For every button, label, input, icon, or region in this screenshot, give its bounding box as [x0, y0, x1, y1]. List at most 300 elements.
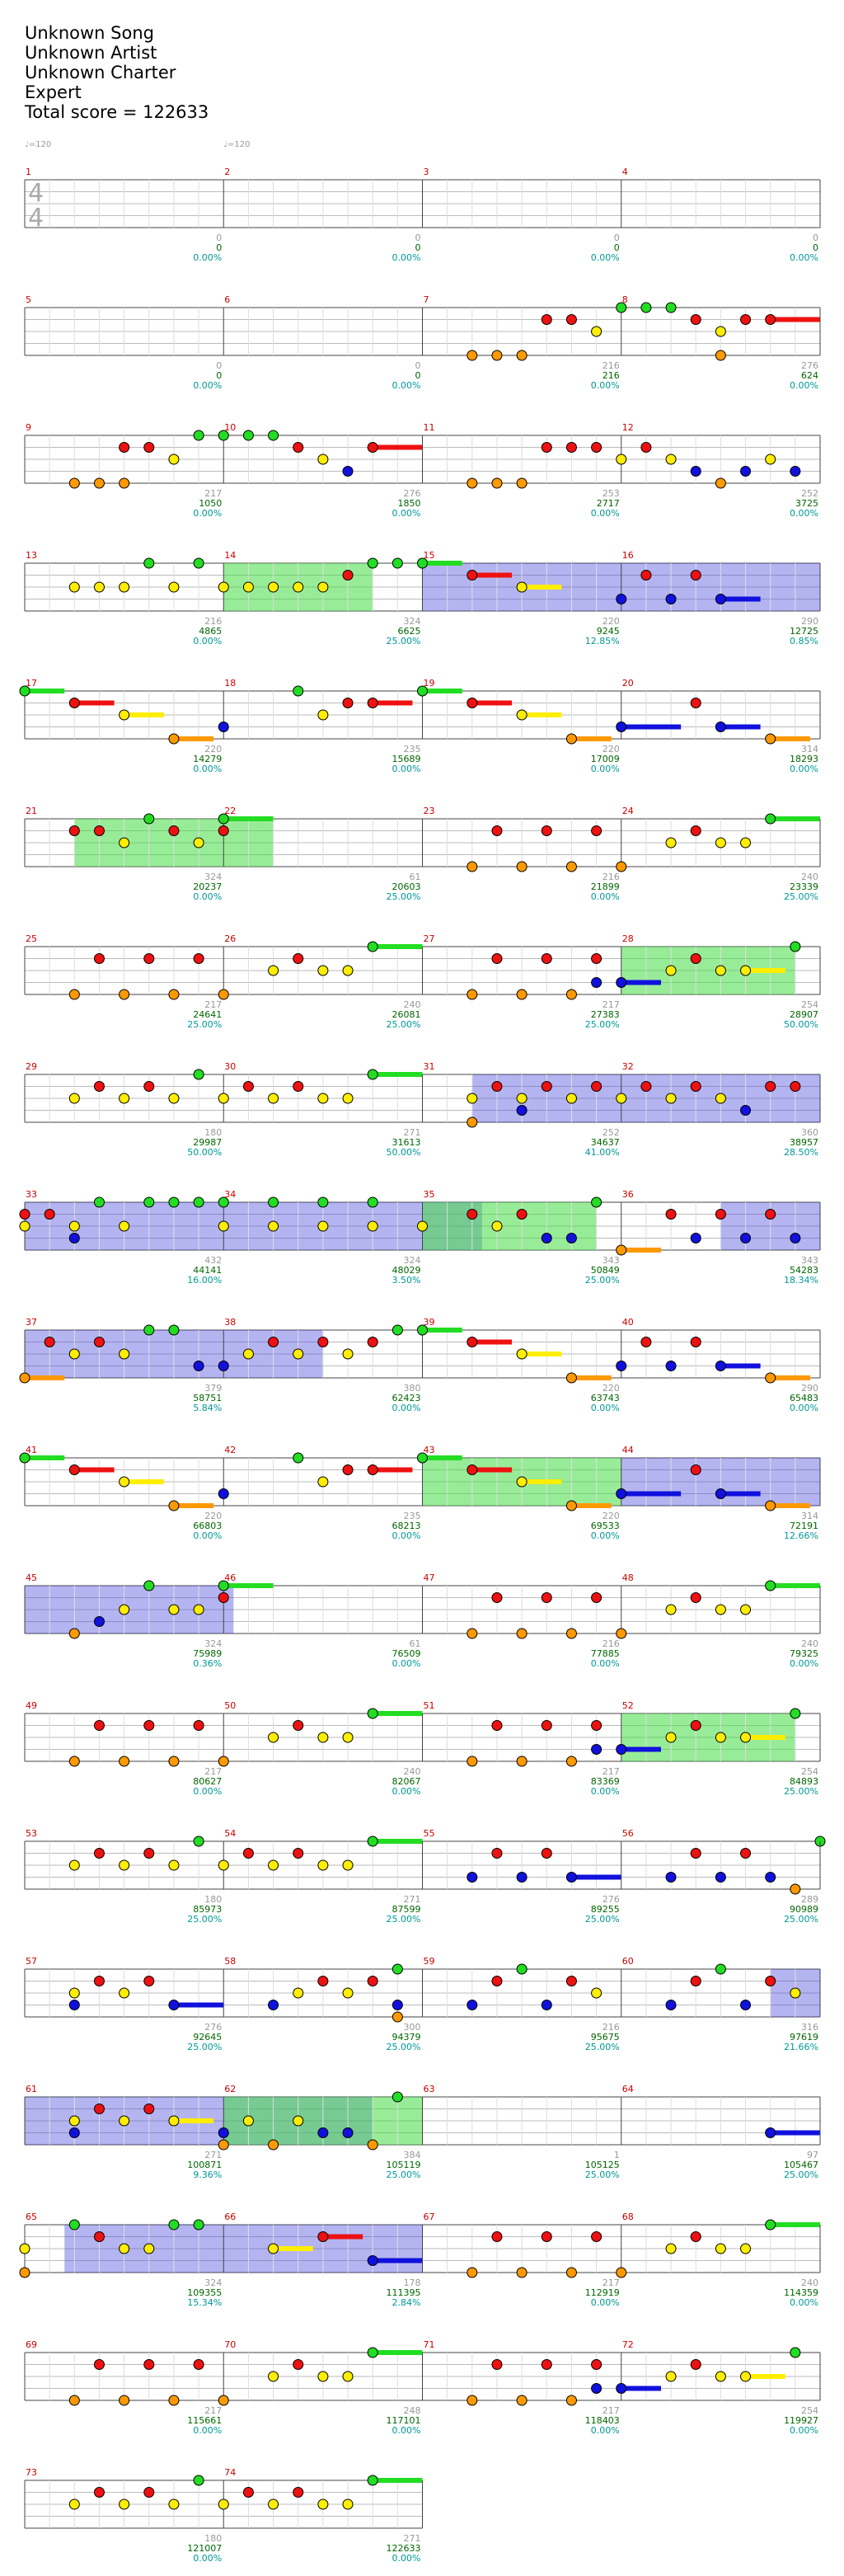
measure-number: 13 [26, 550, 37, 561]
note-yellow [69, 582, 79, 592]
measure-beat-value: 271 [403, 1894, 421, 1905]
measure-number: 27 [423, 933, 435, 944]
note-blue [715, 722, 725, 732]
staff-row [20, 1325, 820, 1383]
measure-number: 49 [26, 1700, 37, 1711]
measure-score: 2717 [596, 498, 620, 509]
note-yellow [218, 1860, 228, 1870]
measure-number: 19 [423, 678, 435, 689]
note-yellow [492, 1221, 502, 1231]
measure-number: 15 [423, 550, 435, 561]
note-red [368, 698, 377, 708]
note-green [368, 1069, 377, 1079]
note-red [641, 1082, 651, 1092]
note-green [392, 558, 402, 568]
note-red [566, 1977, 576, 1986]
note-red [144, 2104, 154, 2114]
note-red [218, 1593, 228, 1603]
measure-sp-percent: 25.00% [584, 1914, 620, 1925]
note-blue [715, 595, 725, 604]
measure-score: 0 [415, 370, 421, 381]
note-blue [592, 978, 602, 988]
note-yellow [592, 1988, 602, 1998]
note-green [641, 303, 651, 313]
time-signature-bottom: 4 [28, 204, 45, 233]
measure-score: 31613 [392, 1137, 421, 1148]
note-yellow [169, 1860, 179, 1870]
note-red [592, 2232, 602, 2242]
note-yellow [715, 1605, 725, 1615]
measure-score: 122633 [386, 2543, 421, 2554]
measure-beat-value: 220 [602, 1383, 620, 1394]
note-orange [566, 862, 576, 872]
note-blue [94, 1617, 104, 1627]
measure-score: 29987 [193, 1137, 223, 1148]
measure-score: 0 [216, 242, 223, 253]
note-blue [766, 2128, 776, 2138]
measure-score: 20237 [193, 881, 223, 892]
measure-number: 25 [26, 933, 37, 944]
measure-number: 72 [621, 2339, 634, 2350]
measure-sp-percent: 18.34% [784, 1275, 818, 1286]
note-blue [617, 978, 626, 988]
measure-sp-percent: 0.00% [193, 1530, 223, 1541]
measure-beat-value: 276 [204, 2022, 223, 2033]
note-orange [467, 1756, 477, 1766]
note-red [641, 571, 651, 581]
measure-sp-percent: 0.00% [392, 2553, 421, 2564]
measure-number: 3 [423, 167, 429, 177]
measure-beat-value: 432 [204, 1255, 223, 1266]
note-red [592, 1721, 602, 1731]
note-blue [715, 1489, 725, 1499]
note-yellow [790, 1988, 800, 1998]
note-blue [392, 2000, 402, 2010]
measure-beat-value: 343 [801, 1255, 818, 1266]
note-orange [467, 862, 477, 872]
measure-beat-value: 343 [602, 1255, 620, 1266]
note-orange [269, 2140, 279, 2150]
note-yellow [318, 1477, 328, 1487]
note-red [144, 1977, 154, 1986]
measure-number: 28 [621, 933, 634, 944]
measure-number: 1 [26, 167, 31, 177]
measure-number: 2 [224, 167, 231, 177]
measure-sp-percent: 0.00% [790, 1403, 818, 1413]
measure-score: 85973 [193, 1904, 223, 1915]
measure-number: 30 [224, 1061, 237, 1072]
staff-row [25, 180, 820, 228]
note-yellow [218, 1221, 228, 1231]
measure-score: 34637 [590, 1137, 620, 1148]
note-blue [542, 1234, 551, 1243]
measure-beat-value: 61 [409, 1638, 421, 1649]
note-yellow [343, 1860, 353, 1870]
measure-sp-percent: 0.00% [590, 508, 620, 519]
note-yellow [343, 2499, 353, 2509]
note-orange [392, 2012, 402, 2022]
note-orange [120, 990, 129, 999]
note-orange [517, 1629, 527, 1638]
measure-sp-percent: 25.00% [386, 2169, 421, 2180]
note-blue [691, 467, 701, 477]
note-red [691, 1082, 701, 1092]
note-orange [517, 2268, 527, 2278]
measure-sp-percent: 0.00% [392, 2425, 421, 2436]
sustain-tail [746, 2374, 785, 2379]
note-blue [617, 1489, 626, 1499]
measure-number: 10 [224, 422, 237, 433]
note-red [94, 2104, 104, 2114]
measure-number: 41 [26, 1445, 37, 1455]
measure-sp-percent: 0.00% [193, 636, 223, 646]
measure-number: 47 [423, 1572, 435, 1583]
staff-row [25, 1836, 825, 1894]
measure-beat-value: 276 [602, 1894, 620, 1905]
note-green [368, 942, 377, 952]
note-red [691, 2360, 701, 2370]
note-yellow [269, 1860, 279, 1870]
sustain-tail [771, 2222, 820, 2227]
note-blue [617, 1361, 626, 1371]
measure-sp-percent: 25.00% [386, 1914, 421, 1925]
note-green [715, 1964, 725, 1974]
measure-number: 29 [26, 1061, 37, 1072]
note-red [293, 954, 303, 964]
measure-sp-percent: 25.00% [784, 1914, 818, 1925]
note-red [542, 315, 551, 325]
sustain-tail [720, 597, 760, 602]
note-red [492, 1849, 502, 1859]
note-orange [566, 2395, 576, 2405]
measure-sp-percent: 0.00% [392, 764, 421, 774]
measure-score: 9245 [596, 626, 620, 637]
measure-beat-value: 240 [801, 2278, 818, 2288]
note-yellow [715, 1732, 725, 1742]
note-green [69, 2220, 79, 2230]
note-yellow [343, 2372, 353, 2381]
measure-beat-value: 380 [403, 1383, 421, 1394]
measure-sp-percent: 50.00% [784, 1019, 818, 1030]
measure-beat-value: 289 [801, 1894, 818, 1905]
note-yellow [194, 1605, 204, 1615]
note-red [144, 1082, 154, 1092]
measure-number: 26 [224, 933, 237, 944]
measure-beat-value: 217 [204, 1766, 223, 1777]
measure-score: 69533 [590, 1521, 620, 1531]
measure-beat-value: 324 [403, 1255, 421, 1266]
note-red [343, 698, 353, 708]
measure-beat-value: 220 [204, 1511, 223, 1521]
measure-sp-percent: 0.00% [392, 1403, 421, 1413]
note-red [492, 2232, 502, 2242]
note-yellow [318, 582, 328, 592]
note-green [392, 2092, 402, 2102]
measure-sp-percent: 0.00% [193, 2425, 223, 2436]
measure-sp-percent: 0.00% [193, 380, 223, 391]
note-green [144, 814, 154, 824]
measure-number: 31 [423, 1061, 435, 1072]
measure-beat-value: 0 [613, 233, 620, 243]
measure-score: 0 [216, 370, 223, 381]
note-green [243, 430, 253, 440]
note-orange [120, 478, 129, 488]
note-orange [218, 1756, 228, 1766]
measure-number: 38 [224, 1317, 237, 1328]
measure-sp-percent: 0.00% [193, 252, 223, 263]
note-red [144, 443, 154, 453]
measure-beat-value: 314 [801, 744, 818, 754]
measure-beat-value: 180 [204, 2533, 223, 2544]
note-red [790, 1082, 800, 1092]
note-red [691, 2232, 701, 2242]
note-orange [120, 1756, 129, 1766]
measure-sp-percent: 41.00% [584, 1147, 620, 1158]
measure-beat-value: 216 [602, 872, 620, 882]
measure-score: 83369 [590, 1776, 620, 1787]
note-orange [617, 862, 626, 872]
measure-beat-value: 178 [403, 2278, 421, 2288]
note-green [269, 1197, 279, 1207]
note-orange [20, 1373, 30, 1383]
measure-beat-value: 324 [204, 872, 223, 882]
note-green [144, 558, 154, 568]
measure-beat-value: 0 [216, 360, 223, 371]
note-red [542, 954, 551, 964]
measure-sp-percent: 0.00% [392, 380, 421, 391]
note-yellow [269, 966, 279, 975]
note-red [94, 954, 104, 964]
note-yellow [666, 1605, 676, 1615]
sustain-tail [223, 1583, 273, 1588]
note-yellow [120, 582, 129, 592]
measure-beat-value: 216 [204, 616, 223, 627]
measure-number: 9 [26, 422, 31, 433]
sustain-tail [174, 1503, 213, 1508]
measure-number: 12 [621, 422, 634, 433]
measure-sp-percent: 25.00% [386, 1019, 421, 1030]
measure-number: 67 [423, 2212, 435, 2222]
measure-score: 23339 [790, 881, 818, 892]
note-yellow [69, 1988, 79, 1998]
note-red [94, 1977, 104, 1986]
note-orange [517, 1756, 527, 1766]
sustain-tail [771, 1375, 810, 1380]
measure-sp-percent: 12.85% [584, 636, 620, 646]
note-yellow [69, 1349, 79, 1359]
measure-score: 105467 [784, 2160, 818, 2170]
note-red [542, 1082, 551, 1092]
measure-number: 70 [224, 2339, 237, 2350]
note-orange [69, 1629, 79, 1638]
note-yellow [243, 2116, 253, 2126]
note-blue [218, 722, 228, 732]
measure-score: 58751 [193, 1393, 223, 1403]
measure-sp-percent: 25.00% [784, 891, 818, 902]
measure-sp-percent: 28.50% [784, 1147, 818, 1158]
measure-beat-value: 316 [801, 2022, 818, 2033]
sustain-tail [373, 1839, 422, 1844]
measure-sp-percent: 0.00% [590, 252, 620, 263]
measure-score: 80627 [193, 1776, 223, 1787]
sustain-tail [174, 2003, 223, 2008]
sustain-tail [522, 1351, 561, 1356]
note-orange [69, 990, 79, 999]
measure-sp-percent: 25.00% [784, 1786, 818, 1797]
note-blue [169, 2000, 179, 2010]
measure-beat-value: 360 [801, 1127, 818, 1138]
sustain-tail [472, 701, 512, 706]
note-red [293, 1082, 303, 1092]
staff-row [25, 2348, 820, 2405]
note-red [169, 826, 179, 836]
measure-score: 97619 [790, 2032, 818, 2042]
note-yellow [243, 1349, 253, 1359]
measure-beat-value: 240 [403, 1766, 421, 1777]
note-red [69, 1465, 79, 1475]
measure-number: 4 [621, 167, 628, 177]
note-green [517, 1964, 527, 1974]
measure-beat-value: 290 [801, 616, 818, 627]
note-red [566, 315, 576, 325]
measure-number: 55 [423, 1828, 435, 1839]
note-red [293, 2360, 303, 2370]
note-orange [715, 350, 725, 360]
staff-row [25, 1581, 820, 1638]
note-green [169, 2220, 179, 2230]
measure-sp-percent: 25.00% [187, 2042, 223, 2052]
note-green [368, 558, 377, 568]
note-orange [467, 2268, 477, 2278]
note-blue [790, 1234, 800, 1243]
note-blue [542, 2000, 551, 2010]
sustain-tail [74, 1468, 114, 1473]
measure-sp-percent: 0.36% [193, 1658, 223, 1669]
note-green [269, 430, 279, 440]
measure-number: 53 [26, 1828, 37, 1839]
measure-number: 36 [621, 1189, 634, 1200]
note-orange [517, 2395, 527, 2405]
note-orange [566, 1501, 576, 1511]
staff-row [25, 303, 820, 360]
measure-score: 77885 [590, 1648, 620, 1659]
note-blue [666, 1873, 676, 1883]
note-red [144, 2488, 154, 2498]
measure-beat-value: 324 [204, 2278, 223, 2288]
measure-sp-percent: 15.34% [187, 2297, 223, 2308]
measure-number: 34 [224, 1189, 237, 1200]
note-yellow [169, 2499, 179, 2509]
note-red [368, 1977, 377, 1986]
note-green [144, 1197, 154, 1207]
measure-beat-value: 324 [403, 616, 421, 627]
sustain-tail [746, 968, 785, 973]
note-red [293, 1721, 303, 1731]
note-orange [566, 2268, 576, 2278]
measure-score: 0 [415, 242, 421, 253]
sustain-tail [373, 944, 422, 949]
note-green [790, 942, 800, 952]
measure-beat-value: 0 [813, 233, 818, 243]
note-red [691, 1849, 701, 1859]
measure-sp-percent: 25.00% [584, 2169, 620, 2180]
measure-beat-value: 217 [602, 2278, 620, 2288]
measure-score: 90989 [790, 1904, 818, 1915]
note-blue [666, 1361, 676, 1371]
measure-beat-value: 240 [801, 1638, 818, 1649]
note-yellow [218, 1093, 228, 1103]
note-green [766, 1581, 776, 1591]
note-yellow [418, 1221, 428, 1231]
sustain-tail [720, 1364, 760, 1369]
measure-beat-value: 235 [403, 744, 421, 754]
note-orange [467, 478, 477, 488]
measure-score: 119927 [784, 2415, 818, 2426]
note-yellow [715, 2372, 725, 2381]
measure-beat-value: 324 [204, 1638, 223, 1649]
note-red [691, 315, 701, 325]
measure-sp-percent: 0.00% [590, 764, 620, 774]
note-red [144, 1721, 154, 1731]
note-red [492, 1082, 502, 1092]
measure-score: 21899 [590, 881, 620, 892]
measure-beat-value: 220 [602, 744, 620, 754]
note-blue [218, 1361, 228, 1371]
note-blue [592, 1745, 602, 1755]
measure-beat-value: 216 [602, 1638, 620, 1649]
measure-score: 65483 [790, 1393, 818, 1403]
note-yellow [467, 1093, 477, 1103]
measure-sp-percent: 0.00% [392, 252, 421, 263]
note-yellow [517, 582, 527, 592]
measure-score: 68213 [392, 1521, 421, 1531]
note-orange [218, 2395, 228, 2405]
measure-number: 48 [621, 1572, 634, 1583]
note-yellow [269, 2499, 279, 2509]
sustain-tail [720, 1492, 760, 1497]
measure-sp-percent: 0.00% [590, 1530, 620, 1541]
note-yellow [715, 1093, 725, 1103]
measure-score: 75989 [193, 1648, 223, 1659]
note-orange [517, 990, 527, 999]
note-yellow [120, 1477, 129, 1487]
measure-number: 61 [26, 2084, 37, 2094]
note-red [492, 954, 502, 964]
note-orange [169, 1501, 179, 1511]
measure-score: 115661 [187, 2415, 223, 2426]
measure-beat-value: 220 [602, 1511, 620, 1521]
measure-beat-value: 217 [204, 999, 223, 1010]
staff-row [25, 814, 820, 872]
note-red [318, 2232, 328, 2242]
measure-number: 43 [423, 1445, 435, 1455]
note-green [194, 2220, 204, 2230]
note-yellow [617, 454, 626, 464]
note-red [766, 1082, 776, 1092]
note-yellow [318, 2499, 328, 2509]
note-yellow [218, 2499, 228, 2509]
measure-number: 39 [423, 1317, 435, 1328]
note-yellow [715, 327, 725, 336]
measure-score: 76509 [392, 1648, 421, 1659]
measure-number: 64 [621, 2084, 634, 2094]
measure-beat-value: 97 [807, 2150, 818, 2160]
measure-number: 68 [621, 2212, 634, 2222]
measure-score: 112919 [584, 2287, 620, 2298]
note-yellow [120, 1349, 129, 1359]
note-red [592, 954, 602, 964]
measure-score: 105119 [386, 2160, 421, 2170]
